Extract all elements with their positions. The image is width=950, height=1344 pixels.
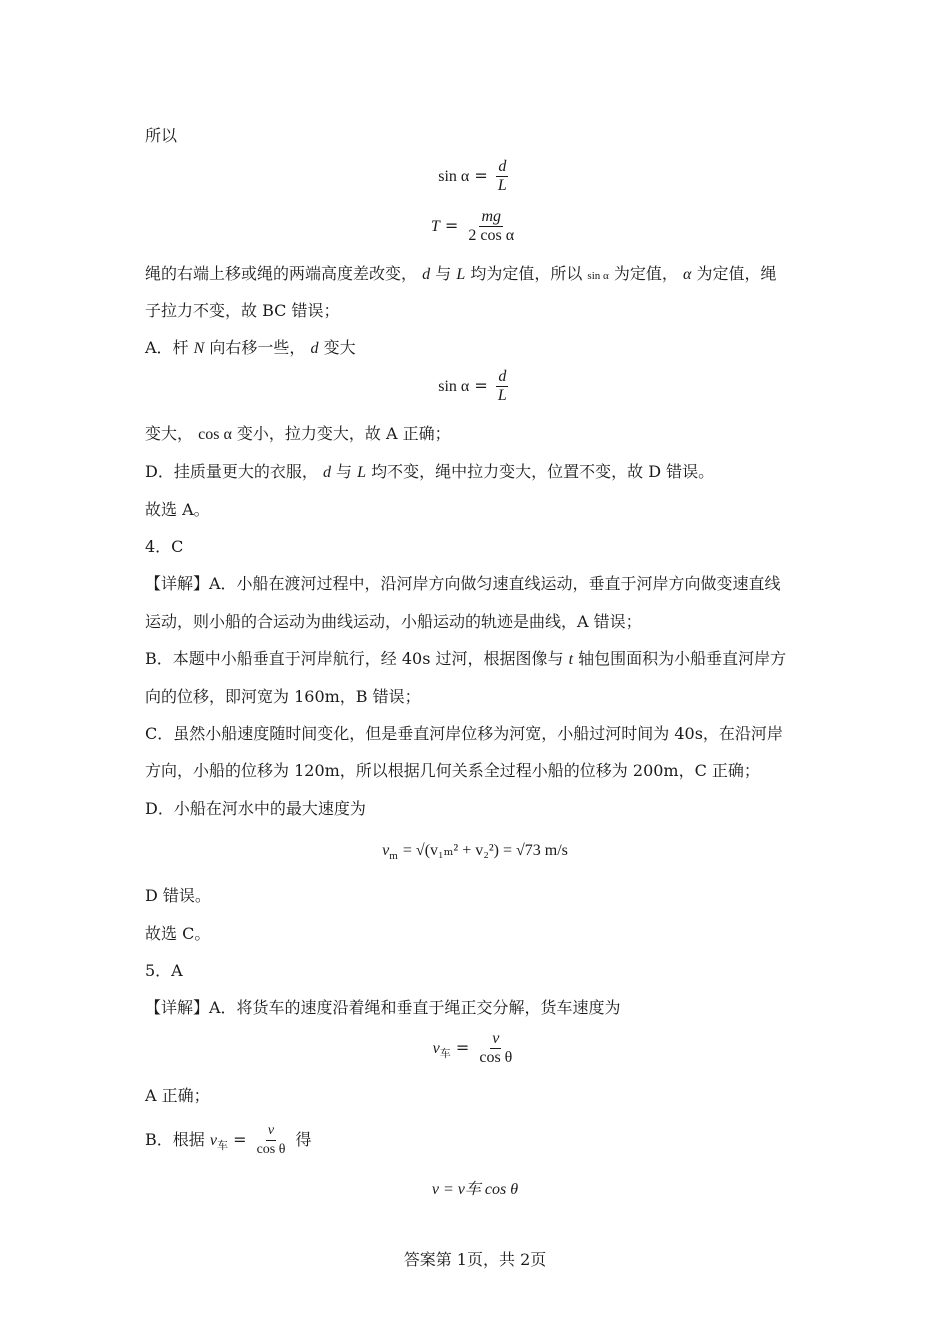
text-line: 方向，小船的位移为 120m，所以根据几何关系全过程小船的位移为 200m，C 正确； — [145, 761, 760, 780]
text-line: B．本题中小船垂直于河岸航行，经 40s 过河，根据图像与 t 轴包围面积为小船垂直河岸方 — [145, 649, 787, 668]
text-line: 4．C — [145, 537, 184, 556]
text-line: 故选 A。 — [145, 500, 210, 519]
text-line: 变大， cos α 变小，拉力变大，故 A 正确； — [145, 424, 451, 443]
equation-tension: T = $\frac{mg}{\text{2 cos α}}$ — [430, 208, 515, 244]
fraction: $\frac{v}{\text{cos θ}}$ — [256, 1123, 286, 1157]
equation-sin-alpha: sin α = $\frac{d}{L}$ — [438, 158, 507, 194]
text-line: 子拉力不变，故 BC 错误； — [145, 301, 340, 320]
fraction: $\frac{mg}{\text{2 cos α}}$ — [468, 208, 515, 244]
text-line: 运动，则小船的合运动为曲线运动，小船运动的轨迹是曲线，A 错误； — [145, 612, 642, 631]
text-line: 所以 — [145, 126, 178, 145]
page-footer: 答案第 1页，共 2页 — [403, 1250, 547, 1269]
text-line: C．虽然小船速度随时间变化，但是垂直河岸位移为河宽，小船过河时间为 40s，在沿河岸 — [145, 724, 783, 743]
equation-final: v = v车 cos θ — [431, 1181, 519, 1198]
equation-car-speed: $v_车$ = $\frac{v}{\text{cos θ}}$ — [432, 1030, 513, 1066]
text-line: 5．A — [145, 961, 183, 980]
text-line: B．根据 $v_车$ = $\frac{v}{\text{cos θ}}$ 得 — [145, 1123, 312, 1157]
text-line: A．杆 N 向右移一些， d 变大 — [145, 338, 356, 357]
text-line: A 正确； — [145, 1086, 210, 1105]
equation-sin-alpha-2: sin α = $\frac{d}{L}$ — [438, 368, 507, 404]
text-line: 故选 C。 — [145, 924, 211, 943]
text-line: 【详解】A．将货车的速度沿着绳和垂直于绳正交分解，货车速度为 — [145, 998, 621, 1017]
fraction: $\frac{d}{L}$ — [497, 158, 507, 194]
text-line: 向的位移，即河宽为 160m，B 错误； — [145, 687, 421, 706]
fraction: $\frac{d}{L}$ — [497, 368, 507, 404]
text-line: D．小船在河水中的最大速度为 — [145, 799, 366, 818]
text-line: D 错误。 — [145, 886, 211, 905]
equation-max-speed: $v_m = √(v_{1m}^2 + v_2^2) = √73$ m/s — [382, 842, 568, 863]
fraction: $\frac{v}{\text{cos θ}}$ — [479, 1030, 513, 1066]
text-line: 绳的右端上移或绳的两端高度差改变， d 与 L 均为定值，所以 sin α 为定值， α 为定值，绳 — [145, 264, 777, 283]
text-line: D．挂质量更大的衣服， d 与 L 均不变，绳中拉力变大，位置不变，故 D 错误。 — [145, 462, 715, 481]
text-line: 【详解】A．小船在渡河过程中，沿河岸方向做匀速直线运动，垂直于河岸方向做变速直线 — [145, 574, 781, 593]
